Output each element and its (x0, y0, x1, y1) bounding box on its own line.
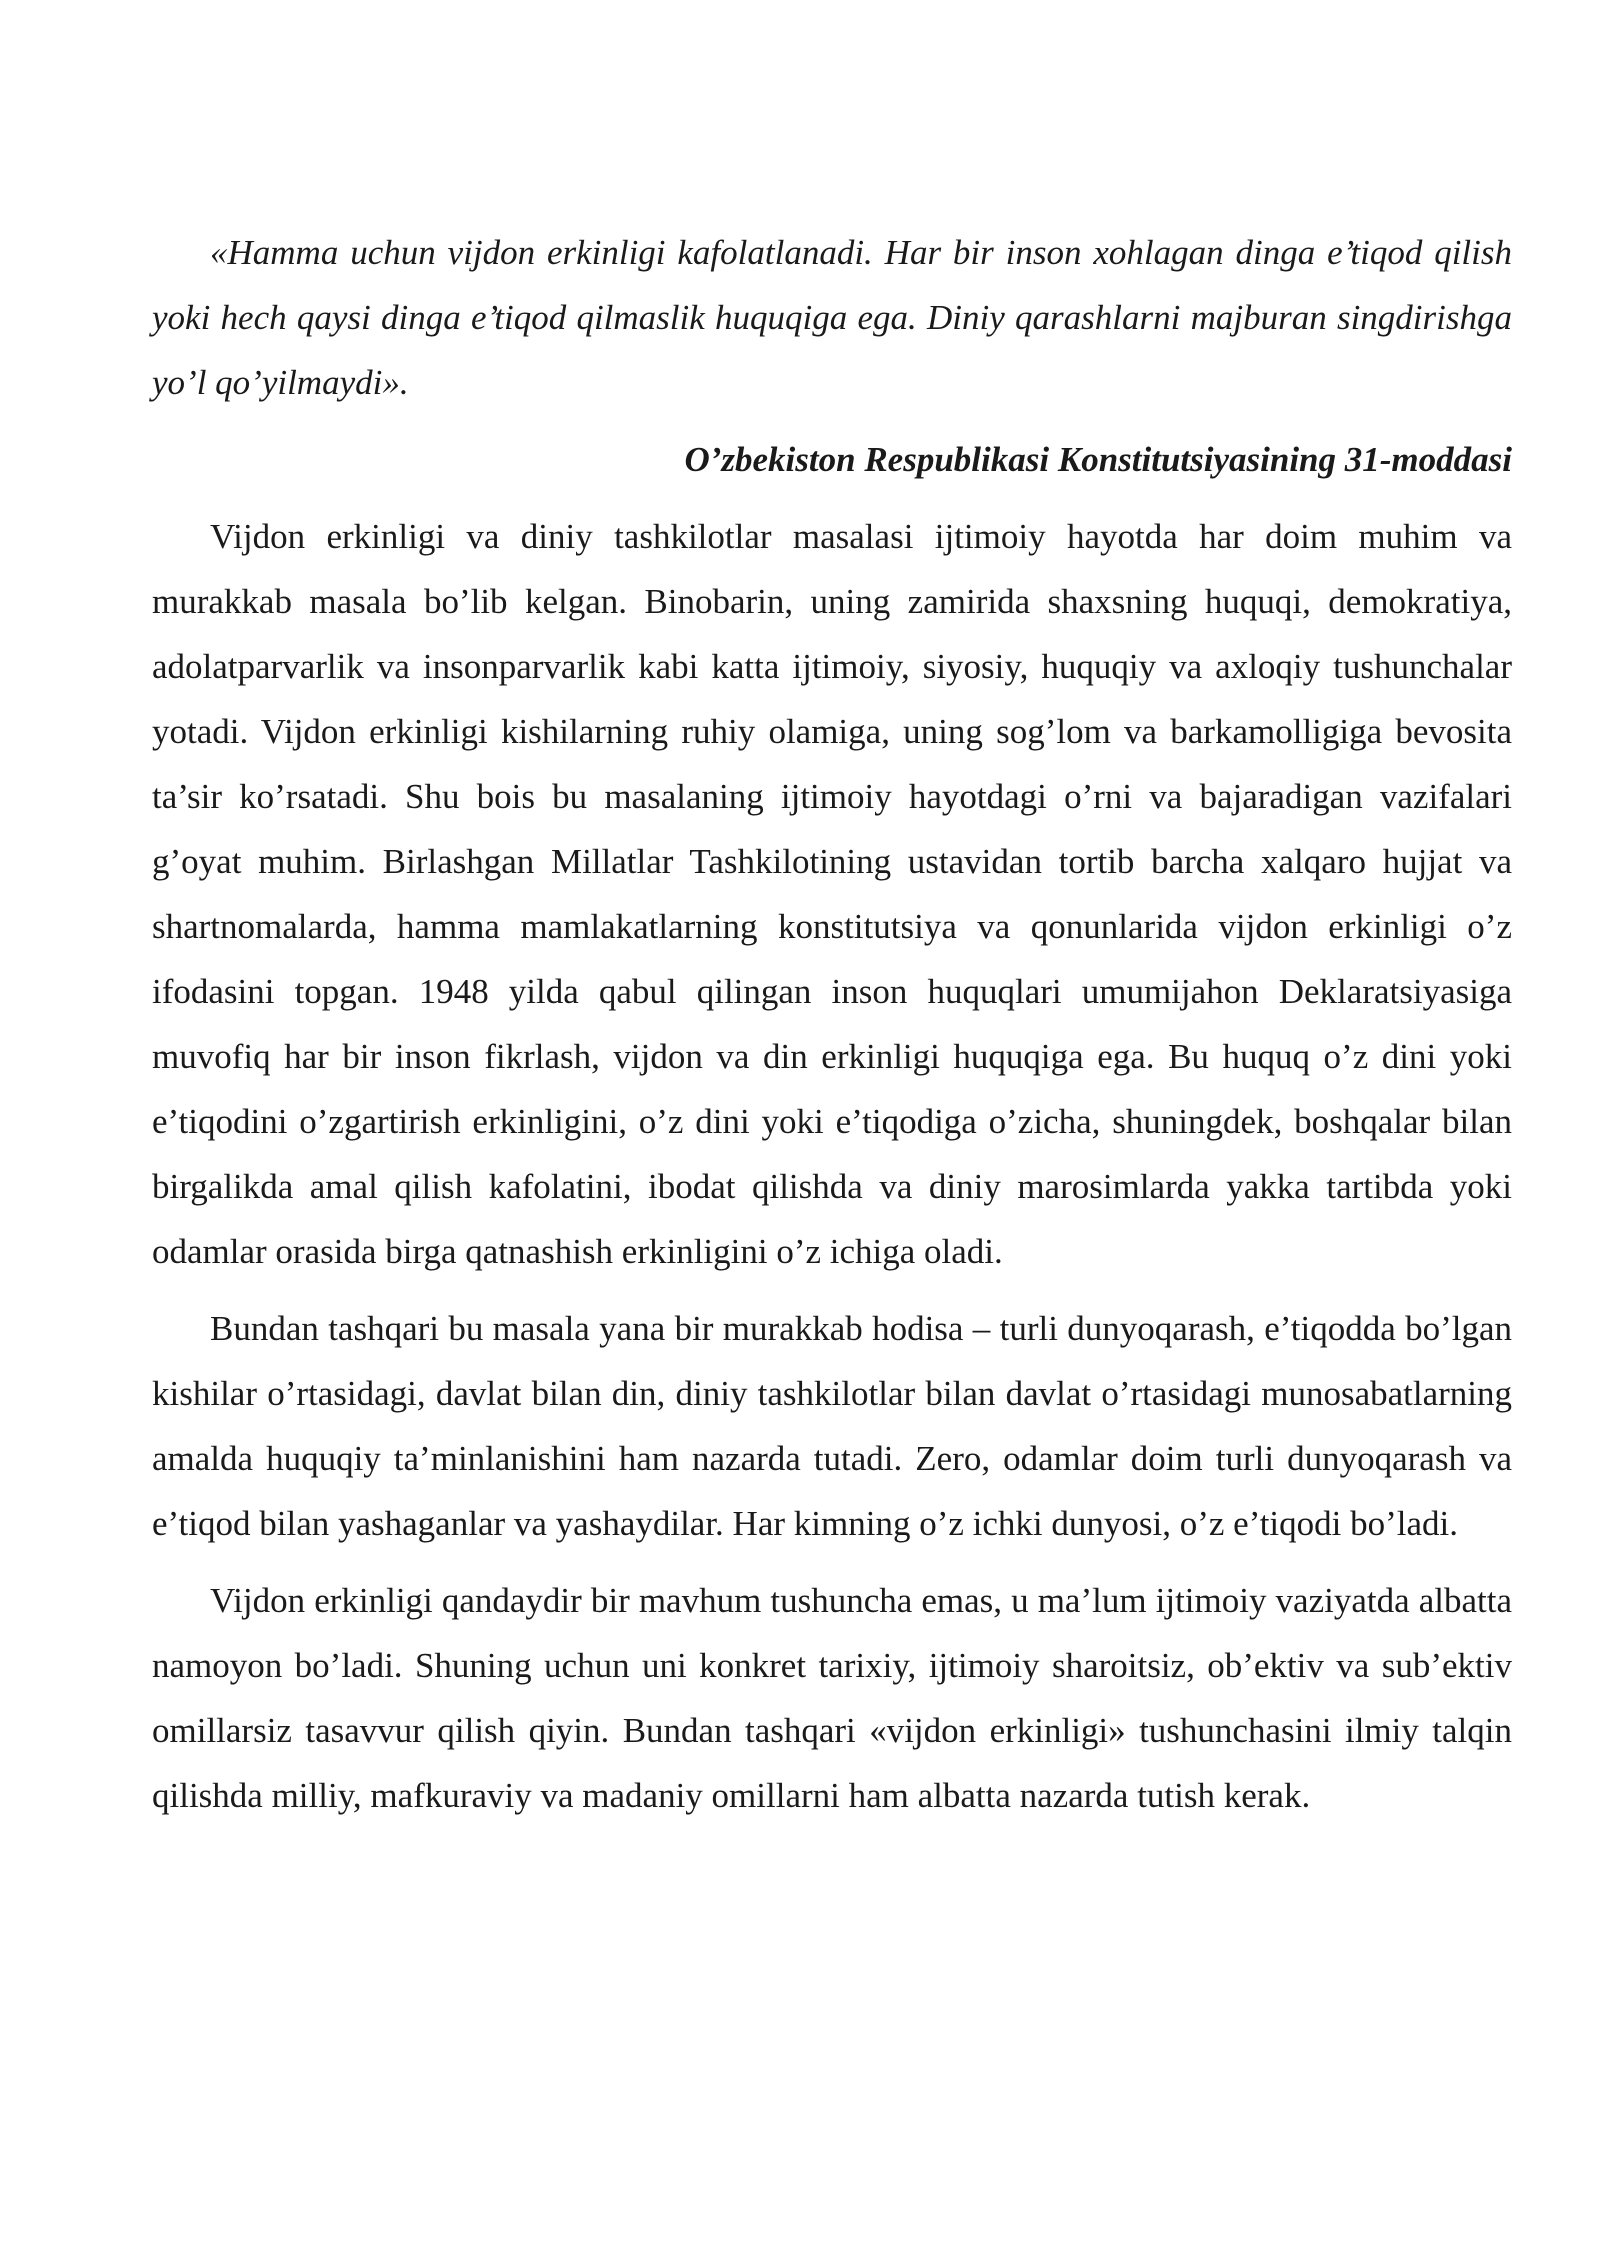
body-paragraph-1: Vijdon erkinligi va diniy tashkilotlar masalasi ijtimoiy hayotda har doim muhim va murakkab masala bo’lib kelgan. Binobarin, uning zamirida shaxsning huquqi, demokratiya, adolatparvarlik va insonparvarlik kabi katta ijtimoiy, siyosiy, huquqiy va axloqiy tushunchalar yotadi. Vijdon erkinligi kishilarning ruhiy olamiga, uning sog’lom va barkamolligiga bevosita ta’sir ko’rsatadi. Shu bois bu masalaning ijtimoiy hayotdagi o’rni va bajaradigan vazifalari g’oyat muhim. Birlashgan Millatlar Tashkilotining ustavidan tortib barcha xalqaro hujjat va shartnomalarda, hamma mamlakatlarning konstitutsiya va qonunlarida vijdon erkinligi o’z ifodasini topgan. 1948 yilda qabul qilingan inson huquqlari umumijahon Deklaratsiyasiga muvofiq har bir inson fikrlash, vijdon va din erkinligi huquqiga ega. Bu huquq o’z dini yoki e’tiqodini o’zgartirish erkinligini, o’z dini yoki e’tiqodiga o’zicha, shuningdek, boshqalar bilan birgalikda amal qilish kafolatini, ibodat qilishda va diniy marosimlarda yakka tartibda yoki odamlar orasida birga qatnashish erkinligini o’z ichiga oladi. (152, 517, 1512, 1271)
epigraph-quote: «Hamma uchun vijdon erkinligi kafolatlanadi. Har bir inson xohlagan dinga e’tiqod qilish yoki hech qaysi dinga e’tiqod qilmaslik huquqiga ega. Diniy qarashlarni majburan singdirishga yo’l qo’yilmaydi». (152, 233, 1512, 402)
body-paragraph-2: Bundan tashqari bu masala yana bir murakkab hodisa – turli dunyoqarash, e’tiqodda bo’lgan kishilar o’rtasidagi, davlat bilan din, diniy tashkilotlar bilan davlat o’rtasidagi munosabatlarning amalda huquqiy ta’minlanishini ham nazarda tutadi. Zero, odamlar doim turli dunyoqarash va e’tiqod bilan yashaganlar va yashaydilar. Har kimning o’z ichki dunyosi, o’z e’tiqodi bo’ladi. (152, 1309, 1512, 1543)
body-paragraph-3: Vijdon erkinligi qandaydir bir mavhum tushuncha emas, u ma’lum ijtimoiy vaziyatda albatta namoyon bo’ladi. Shuning uchun uni konkret tarixiy, ijtimoiy sharoitsiz, ob’ektiv va sub’ektiv omillarsiz tasavvur qilish qiyin. Bundan tashqari «vijdon erkinligi» tushunchasini ilmiy talqin qilishda milliy, mafkuraviy va madaniy omillarni ham albatta nazarda tutish kerak. (152, 1581, 1512, 1815)
document-page (152, 220, 1512, 1828)
epigraph-source: O’zbekiston Respublikasi Konstitutsiyasining 31-moddasi (684, 440, 1512, 479)
